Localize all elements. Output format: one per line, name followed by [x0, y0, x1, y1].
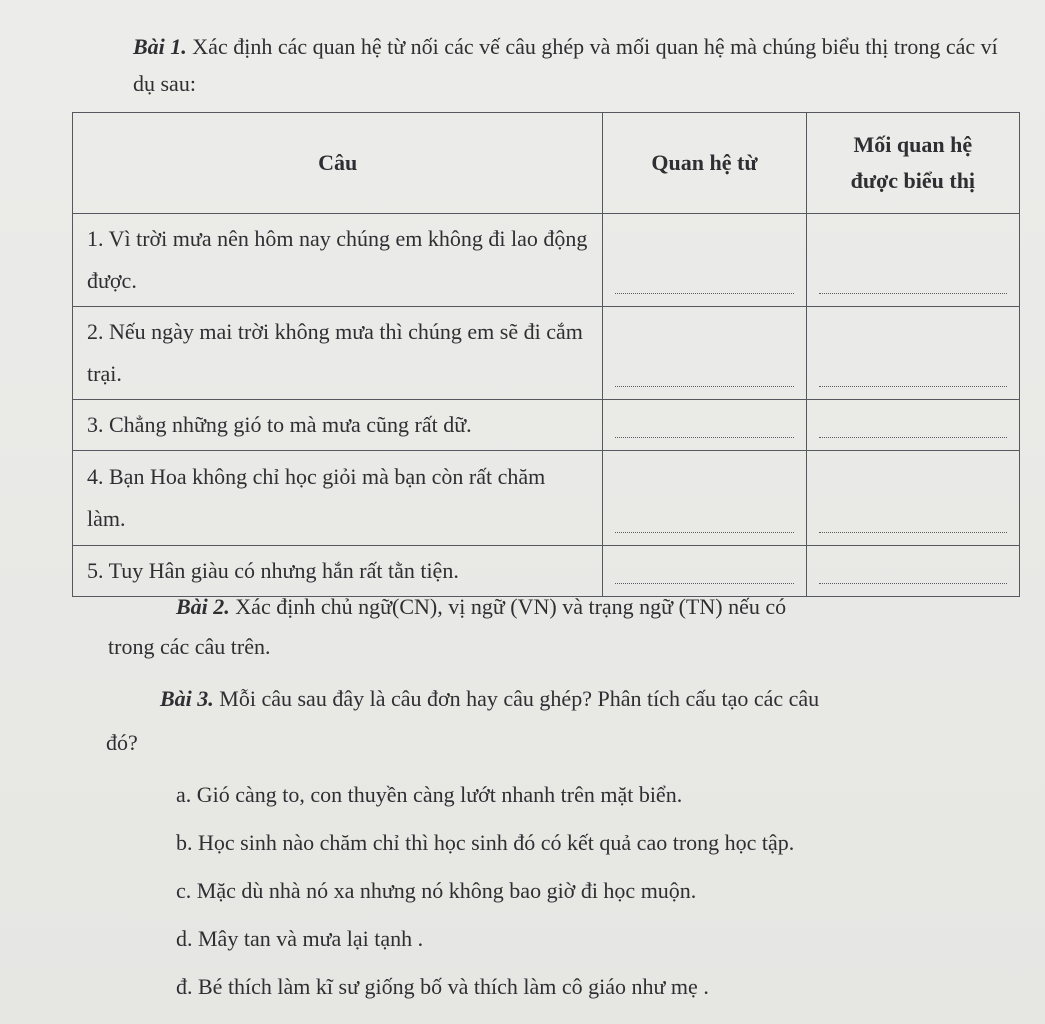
exercise-2-instruction — [176, 594, 786, 620]
table-row — [73, 546, 1020, 597]
exercise-3-sentence-list — [176, 780, 794, 1020]
exercise-1-label: Bài 1. — [133, 34, 187, 59]
list-item: c. Mặc dù nhà nó xa nhưng nó không bao giờ đi học muộn. — [176, 878, 697, 903]
table-row — [73, 307, 1020, 400]
exercise-1-text: Xác định các quan hệ từ nối các vế câu ghép và mối quan hệ mà chúng biểu thị trong các ví dụ sau: — [133, 34, 998, 96]
exercise-2-label: Bài 2. — [176, 594, 230, 619]
exercise-2-text-continued: trong các câu trên. — [108, 634, 271, 659]
header-cau: Câu — [73, 113, 603, 214]
dotted-line — [615, 437, 793, 438]
table-row — [73, 400, 1020, 451]
answer-blank-moi-quan-he[interactable] — [806, 546, 1019, 597]
table-header-row — [73, 113, 1020, 214]
dotted-line — [819, 293, 1007, 294]
sentence-cell: 4. Bạn Hoa không chỉ học giỏi mà bạn còn rất chăm làm. — [73, 451, 603, 546]
header-moi-quan-he — [806, 113, 1019, 214]
exercise-2-text: Xác định chủ ngữ(CN), vị ngữ (VN) và trạng ngữ (TN) nếu có — [235, 594, 787, 619]
dotted-line — [615, 293, 793, 294]
exercise-3-text-continued: đó? — [106, 730, 138, 755]
exercise-1-instruction — [133, 28, 1013, 102]
list-item: a. Gió càng to, con thuyền càng lướt nhanh trên mặt biển. — [176, 782, 683, 807]
sentence-cell: 2. Nếu ngày mai trời không mưa thì chúng em sẽ đi cắm trại. — [73, 307, 603, 400]
dotted-line — [615, 532, 793, 533]
header-moi-quan-he-line2: được biểu thị — [850, 168, 976, 193]
answer-blank-moi-quan-he[interactable] — [806, 214, 1019, 307]
answer-blank-quan-he-tu[interactable] — [603, 546, 806, 597]
exercise-1-table — [72, 112, 1020, 597]
sentence-cell: 1. Vì trời mưa nên hôm nay chúng em không đi lao động được. — [73, 214, 603, 307]
dotted-line — [615, 386, 793, 387]
list-item: đ. Bé thích làm kĩ sư giống bố và thích làm cô giáo như mẹ . — [176, 974, 709, 999]
exercise-3-label: Bài 3. — [160, 686, 214, 711]
list-item: b. Học sinh nào chăm chỉ thì học sinh đó có kết quả cao trong học tập. — [176, 830, 795, 855]
dotted-line — [819, 437, 1007, 438]
answer-blank-moi-quan-he[interactable] — [806, 451, 1019, 546]
dotted-line — [819, 532, 1007, 533]
table-row — [73, 214, 1020, 307]
answer-blank-quan-he-tu[interactable] — [603, 400, 806, 451]
dotted-line — [615, 583, 793, 584]
sentence-cell: 3. Chẳng những gió to mà mưa cũng rất dữ. — [73, 400, 603, 451]
answer-blank-quan-he-tu[interactable] — [603, 451, 806, 546]
answer-blank-moi-quan-he[interactable] — [806, 400, 1019, 451]
list-item: d. Mây tan và mưa lại tạnh . — [176, 926, 424, 951]
dotted-line — [819, 583, 1007, 584]
table-row — [73, 451, 1020, 546]
dotted-line — [819, 386, 1007, 387]
exercise-3-instruction — [160, 686, 819, 712]
answer-blank-quan-he-tu[interactable] — [603, 307, 806, 400]
header-quan-he-tu: Quan hệ từ — [603, 113, 806, 214]
answer-blank-moi-quan-he[interactable] — [806, 307, 1019, 400]
header-moi-quan-he-line1: Mối quan hệ — [853, 132, 973, 157]
answer-blank-quan-he-tu[interactable] — [603, 214, 806, 307]
exercise-3-text: Mỗi câu sau đây là câu đơn hay câu ghép? Phân tích cấu tạo các câu — [219, 686, 820, 711]
sentence-cell: 5. Tuy Hân giàu có nhưng hắn rất tằn tiện. — [73, 546, 603, 597]
